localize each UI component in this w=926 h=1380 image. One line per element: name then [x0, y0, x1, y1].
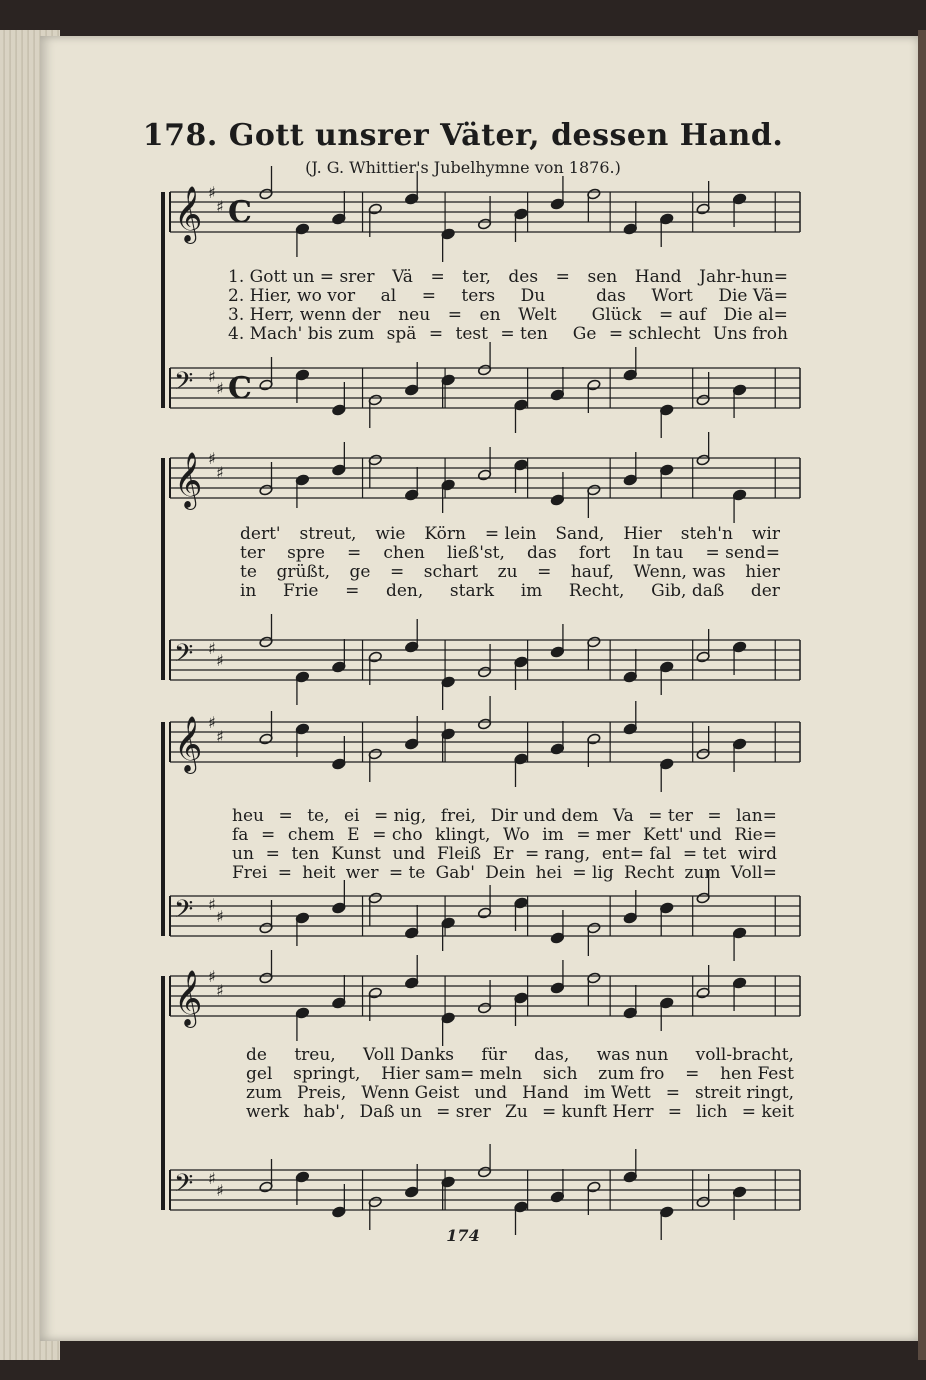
- lyric-syllable: ließ'st,: [446, 543, 505, 563]
- lyric-syllable: de: [246, 1045, 267, 1065]
- sharp-sign: ♯: [216, 1181, 224, 1200]
- lyric-syllable: = ten: [500, 324, 548, 344]
- sharp-sign: ♯: [208, 895, 216, 914]
- lyric-syllable: = send=: [705, 543, 780, 563]
- lyric-syllable: 1. Gott un = srer: [228, 267, 375, 287]
- lyric-syllable: zum fro: [598, 1064, 665, 1084]
- lyric-syllable: streit ringt,: [694, 1083, 794, 1103]
- sharp-sign: ♯: [216, 197, 224, 216]
- sharp-sign: ♯: [216, 907, 224, 926]
- lyric-line: [232, 807, 777, 826]
- lyric-syllable: = schlecht: [608, 324, 701, 344]
- sharp-sign: ♯: [216, 981, 224, 1000]
- lyric-syllable: =: [428, 324, 444, 344]
- lyric-syllable: Gab': [435, 863, 475, 883]
- lyric-syllable: E: [347, 825, 360, 845]
- lyric-syllable: Daß un: [359, 1102, 422, 1122]
- lyric-syllable: en: [479, 305, 501, 325]
- lyric-syllable: für: [481, 1045, 507, 1065]
- lyric-syllable: springt,: [293, 1064, 361, 1084]
- sharp-sign: ♯: [208, 449, 216, 468]
- lyric-syllable: Sand,: [555, 524, 605, 544]
- lyric-syllable: Gib, daß: [651, 581, 725, 601]
- lyric-syllable: =: [447, 305, 462, 325]
- lyric-syllable: =: [685, 1064, 700, 1084]
- lyric-syllable: test: [455, 324, 488, 344]
- lyric-syllable: =: [390, 562, 405, 582]
- page-number: 174: [446, 1226, 480, 1245]
- sharp-sign: ♯: [216, 379, 224, 398]
- lyric-syllable: Zu: [505, 1102, 528, 1122]
- lyric-syllable: gel: [246, 1064, 273, 1084]
- lyric-syllable: Jahr-hun=: [699, 267, 788, 287]
- lyric-line: [240, 525, 780, 544]
- lyric-syllable: Frei: [232, 863, 268, 883]
- lyric-syllable: Kett' und: [642, 825, 722, 845]
- lyric-syllable: voll-bracht,: [695, 1045, 794, 1065]
- lyric-syllable: wie: [375, 524, 406, 544]
- lyric-syllable: = keit: [741, 1102, 794, 1122]
- lyric-syllable: heu: [232, 806, 264, 826]
- lyric-syllable: 3. Herr, wenn der: [228, 305, 381, 325]
- lyric-syllable: al: [380, 286, 397, 306]
- bass-clef: 𝄢: [174, 1169, 194, 1204]
- lyric-syllable: neu: [398, 305, 431, 325]
- lyric-syllable: = te: [388, 863, 426, 883]
- lyric-syllable: zu: [497, 562, 518, 582]
- lyric-syllable: spre: [287, 543, 325, 563]
- sharp-sign: ♯: [208, 1169, 216, 1188]
- lyric-syllable: Dein: [485, 863, 526, 883]
- lyric-syllable: Hier sam= meln: [381, 1064, 523, 1084]
- lyric-syllable: fort: [578, 543, 611, 563]
- lyric-syllable: Vä: [392, 267, 413, 287]
- lyric-line: [240, 544, 780, 563]
- lyric-syllable: =: [707, 806, 722, 826]
- lyric-syllable: das: [526, 543, 557, 563]
- lyric-line: [232, 826, 777, 845]
- lyric-syllable: frei,: [440, 806, 477, 826]
- lyric-syllable: = srer: [436, 1102, 491, 1122]
- lyric-syllable: =: [555, 267, 570, 287]
- lyric-syllable: chen: [383, 543, 425, 563]
- lyric-syllable: = tet: [682, 844, 727, 864]
- lyric-syllable: Fleiß: [437, 844, 482, 864]
- lyric-syllable: = auf: [658, 305, 706, 325]
- lyric-syllable: zum: [684, 863, 721, 883]
- lyric-syllable: Rie=: [734, 825, 777, 845]
- lyric-syllable: = ter: [648, 806, 693, 826]
- lyric-syllable: im Wett: [583, 1083, 651, 1103]
- lyric-syllable: das,: [534, 1045, 570, 1065]
- lyric-line: [228, 268, 788, 287]
- lyric-line: [246, 1103, 794, 1122]
- sharp-sign: ♯: [208, 967, 216, 986]
- lyric-syllable: Ge: [572, 324, 597, 344]
- lyric-syllable: ters: [461, 286, 496, 306]
- lyric-syllable: ter: [240, 543, 266, 563]
- lyric-line: [228, 325, 788, 344]
- lyric-syllable: ei: [343, 806, 360, 826]
- hymn-title: 178. Gott unsrer Väter, dessen Hand.: [142, 118, 784, 153]
- lyric-syllable: ge: [349, 562, 371, 582]
- lyric-syllable: lich: [696, 1102, 728, 1122]
- lyric-syllable: das: [596, 286, 626, 306]
- lyric-syllable: den,: [385, 581, 424, 601]
- lyric-syllable: sich: [542, 1064, 578, 1084]
- lyric-syllable: =: [278, 806, 293, 826]
- lyric-syllable: = cho: [372, 825, 423, 845]
- lyric-line: [246, 1046, 794, 1065]
- lyric-syllable: =: [667, 1102, 682, 1122]
- lyric-syllable: te: [240, 562, 257, 582]
- lyric-syllable: Recht,: [568, 581, 625, 601]
- lyric-syllable: werk: [246, 1102, 290, 1122]
- lyric-syllable: was nun: [596, 1045, 669, 1065]
- lyric-syllable: 4. Mach' bis zum: [228, 324, 375, 344]
- sharp-sign: ♯: [216, 463, 224, 482]
- lyric-line: [228, 306, 788, 325]
- lyric-syllable: wer: [345, 863, 379, 883]
- lyric-syllable: Wenn Geist: [361, 1083, 460, 1103]
- lyric-syllable: In tau: [632, 543, 684, 563]
- treble-clef: 𝄞: [174, 716, 203, 772]
- lyric-syllable: =: [347, 543, 362, 563]
- lyric-syllable: hei: [535, 863, 563, 883]
- lyrics-block-4: [246, 1046, 794, 1122]
- lyric-syllable: sen: [587, 267, 618, 287]
- lyric-syllable: hab',: [303, 1102, 346, 1122]
- treble-clef: 𝄞: [174, 186, 203, 242]
- lyric-syllable: zum: [246, 1083, 283, 1103]
- lyric-syllable: = lein: [484, 524, 537, 544]
- lyric-syllable: dert': [240, 524, 281, 544]
- lyric-syllable: spä: [386, 324, 417, 344]
- lyric-syllable: = rang,: [525, 844, 591, 864]
- lyric-line: [246, 1065, 794, 1084]
- lyric-syllable: und: [392, 844, 426, 864]
- lyric-syllable: 2. Hier, wo vor: [228, 286, 356, 306]
- lyric-syllable: Die al=: [723, 305, 788, 325]
- lyric-syllable: =: [665, 1083, 680, 1103]
- lyric-syllable: Körn: [424, 524, 466, 544]
- lyric-syllable: =: [265, 844, 280, 864]
- sharp-sign: ♯: [208, 367, 216, 386]
- time-signature: C: [228, 195, 252, 230]
- sharp-sign: ♯: [208, 639, 216, 658]
- hymn-subtitle: (J. G. Whittier's Jubelhymne von 1876.): [305, 158, 621, 177]
- lyric-syllable: te,: [307, 806, 330, 826]
- lyric-syllable: un: [232, 844, 254, 864]
- lyric-line: [246, 1084, 794, 1103]
- lyric-syllable: wir: [751, 524, 780, 544]
- lyric-syllable: ter,: [462, 267, 491, 287]
- lyric-syllable: Va: [612, 806, 634, 826]
- lyric-syllable: = nig,: [373, 806, 427, 826]
- lyric-syllable: Kunst: [331, 844, 381, 864]
- lyric-syllable: Frie: [283, 581, 319, 601]
- lyric-syllable: im: [542, 825, 564, 845]
- lyric-syllable: hauf,: [570, 562, 614, 582]
- lyric-syllable: schart: [423, 562, 479, 582]
- lyric-syllable: fa: [232, 825, 249, 845]
- lyric-syllable: Er: [492, 844, 514, 864]
- lyric-syllable: Wo: [503, 825, 530, 845]
- lyric-syllable: Welt: [518, 305, 557, 325]
- lyric-syllable: Preis,: [297, 1083, 347, 1103]
- lyric-syllable: =: [345, 581, 360, 601]
- lyric-syllable: =: [277, 863, 292, 883]
- lyric-syllable: Recht: [624, 863, 675, 883]
- lyric-syllable: lan=: [736, 806, 777, 826]
- treble-clef: 𝄞: [174, 452, 203, 508]
- time-signature: C: [228, 371, 252, 406]
- lyric-syllable: treu,: [294, 1045, 336, 1065]
- bass-clef: 𝄢: [174, 639, 194, 674]
- treble-clef: 𝄞: [174, 970, 203, 1026]
- sharp-sign: ♯: [208, 713, 216, 732]
- lyric-syllable: im: [520, 581, 543, 601]
- lyric-syllable: =: [261, 825, 276, 845]
- lyric-line: [232, 845, 777, 864]
- lyric-syllable: der: [750, 581, 780, 601]
- lyric-syllable: des: [508, 267, 539, 287]
- lyrics-block-1: [228, 268, 788, 344]
- lyric-syllable: in: [240, 581, 257, 601]
- lyric-syllable: ten: [291, 844, 320, 864]
- lyric-syllable: stark: [449, 581, 495, 601]
- lyric-syllable: chem: [287, 825, 335, 845]
- lyric-syllable: =: [537, 562, 552, 582]
- lyric-syllable: hen Fest: [720, 1064, 794, 1084]
- lyrics-block-2: [240, 525, 780, 601]
- lyric-syllable: Glück: [591, 305, 642, 325]
- lyric-line: [240, 582, 780, 601]
- lyric-syllable: =: [430, 267, 445, 287]
- lyric-syllable: wird: [737, 844, 777, 864]
- lyric-syllable: = kunft Herr: [541, 1102, 654, 1122]
- lyric-syllable: und: [474, 1083, 508, 1103]
- lyric-syllable: Hand: [522, 1083, 569, 1103]
- lyric-syllable: ent= fal: [601, 844, 672, 864]
- lyric-syllable: hier: [745, 562, 780, 582]
- lyric-syllable: Wenn, was: [633, 562, 726, 582]
- lyric-line: [232, 864, 777, 883]
- lyric-syllable: =: [421, 286, 436, 306]
- lyric-syllable: Die Vä=: [718, 286, 788, 306]
- lyric-syllable: Hand: [634, 267, 682, 287]
- lyric-line: [228, 287, 788, 306]
- sharp-sign: ♯: [216, 651, 224, 670]
- lyric-syllable: Wort: [651, 286, 693, 306]
- lyric-syllable: steh'n: [680, 524, 733, 544]
- lyric-syllable: Uns froh: [712, 324, 788, 344]
- sharp-sign: ♯: [216, 727, 224, 746]
- lyric-syllable: Voll=: [730, 863, 777, 883]
- lyric-syllable: grüßt,: [276, 562, 330, 582]
- lyric-syllable: klingt,: [435, 825, 491, 845]
- lyric-syllable: Du: [520, 286, 546, 306]
- sharp-sign: ♯: [208, 183, 216, 202]
- lyric-syllable: streut,: [299, 524, 357, 544]
- bass-clef: 𝄢: [174, 895, 194, 930]
- lyric-syllable: = lig: [572, 863, 614, 883]
- lyric-syllable: Hier: [623, 524, 662, 544]
- bass-clef: 𝄢: [174, 367, 194, 402]
- lyric-syllable: heit: [302, 863, 336, 883]
- lyric-syllable: Dir und dem: [490, 806, 599, 826]
- lyrics-block-3: [232, 807, 777, 883]
- lyric-line: [240, 563, 780, 582]
- lyric-syllable: = mer: [576, 825, 631, 845]
- lyric-syllable: Voll Danks: [363, 1045, 455, 1065]
